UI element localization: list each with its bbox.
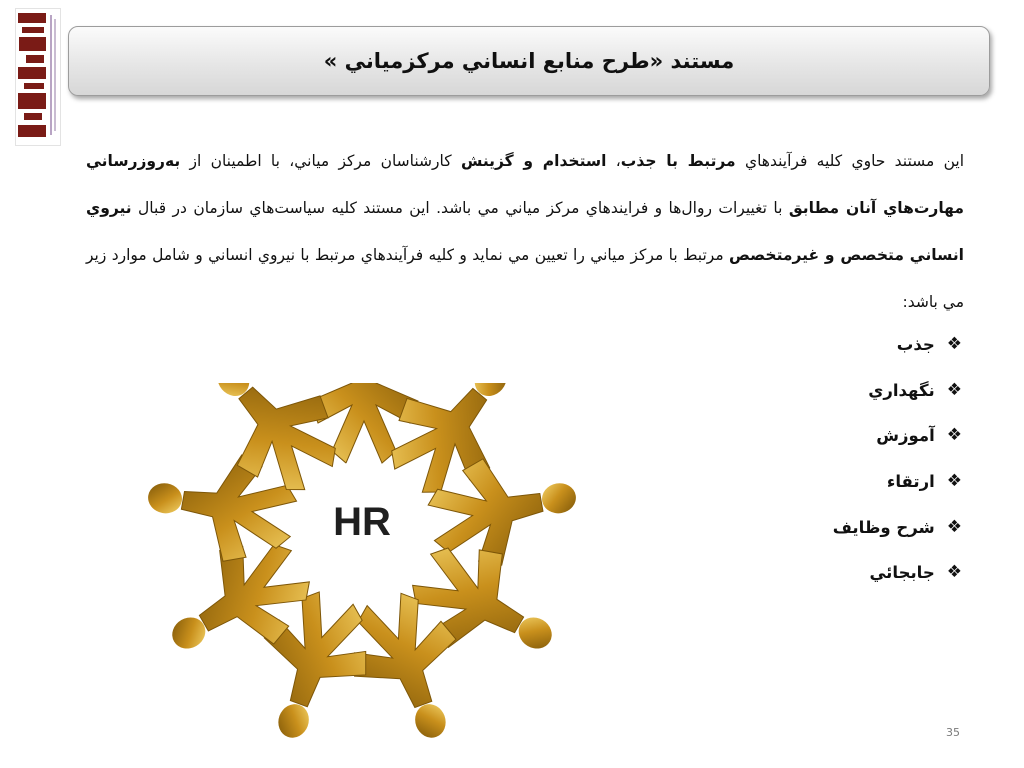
bold-phrase: مرتبط با جذب [620, 152, 736, 170]
paragraph-text: ، [606, 152, 621, 170]
diamond-bullet-icon: ❖ [946, 516, 962, 537]
bullet-label: آموزش [876, 426, 935, 446]
paragraph-text: كارشناسان مركز مياني، با اطمينان از [180, 152, 461, 170]
diamond-bullet-icon: ❖ [946, 334, 962, 355]
hr-label: HR [333, 500, 391, 544]
hr-people-circle-icon [110, 383, 615, 748]
bullet-label: ارتقاء [886, 472, 935, 492]
bullet-label: شرح وظايف [832, 517, 935, 537]
page-title: مستند «طرح منابع انساني مركزمياني » [323, 49, 735, 73]
bold-phrase: استخدام و گزينش [460, 152, 607, 170]
diamond-bullet-icon: ❖ [946, 379, 962, 400]
bullet-item [833, 550, 962, 596]
bullet-item [833, 322, 962, 368]
diamond-bullet-icon: ❖ [946, 562, 962, 583]
bullet-item [833, 504, 962, 550]
bullet-item [833, 368, 962, 414]
diamond-bullet-icon: ❖ [946, 425, 962, 446]
bullet-label: جذب [896, 335, 935, 355]
bullet-list [833, 322, 962, 596]
publisher-logo-icon [15, 8, 61, 146]
paragraph-text: اين مستند حاوي كليه فرآيندهاي [735, 152, 964, 170]
bold-phrase: نيروي انساني متخصص و غيرمتخصص [86, 199, 964, 264]
paragraph-text: با تغييرات روال‌ها و فرايندهاي مركز مياني مي باشد. اين مستند كليه سياست‌هاي سازمان در قبال [131, 199, 789, 217]
title-bar [68, 26, 990, 96]
bold-phrase: به‌روزرساني مهارت‌هاي آنان مطابق [86, 152, 964, 217]
bullet-label: نگهداري [868, 380, 935, 400]
diamond-bullet-icon: ❖ [946, 471, 962, 492]
page-number: 35 [946, 726, 960, 739]
paragraph-text: مرتبط با مركز مياني را تعيين مي نمايد و كليه فرآيندهاي مرتبط با نيروي انساني و شامل موارد زير مي باشد: [86, 246, 964, 311]
bullet-item [833, 459, 962, 505]
bullet-label: جابجائي [869, 563, 935, 583]
body-paragraph [86, 138, 964, 326]
bullet-item [833, 413, 962, 459]
